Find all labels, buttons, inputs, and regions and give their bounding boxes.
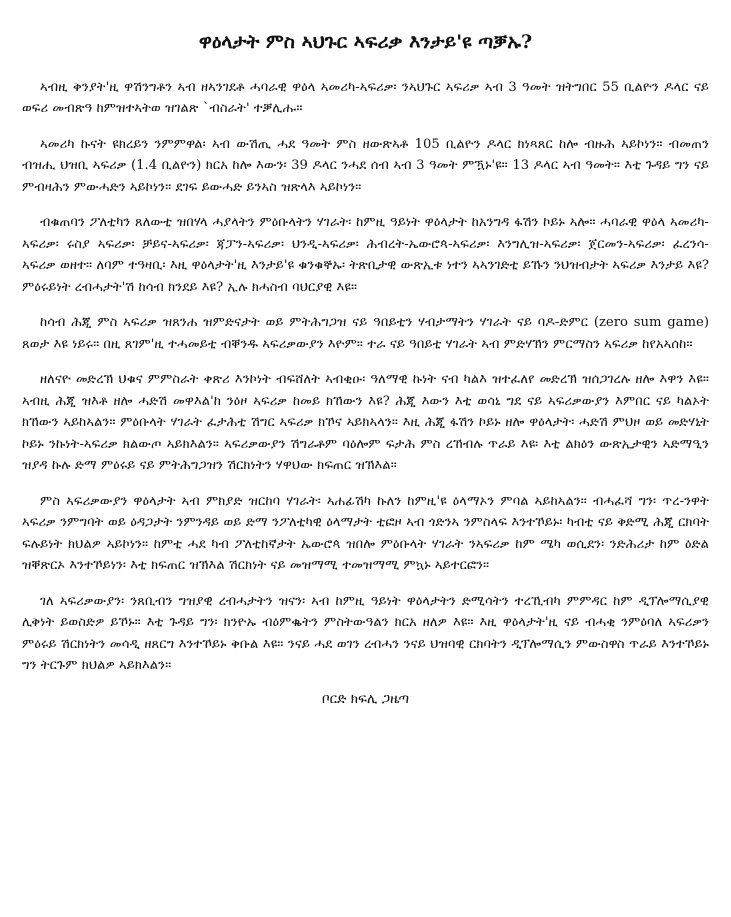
paragraph-6: ምስ ኣፍሪቃውያን ዋዕላታት ኣብ ምክያድ ዝርከባ ሃገራት፡ ኣሐፊሽካ ኩለን ከምዚ'ዩ ዕላማኦን ምባል ኣይከኣልን። ብሓፈሻ ግን፡ ጥረ-ንዋት ኣፍሪቃ ንምግባት ወይ ዕዳጋታት ንምንዳይ ወይ ድማ ንፖለቲካዊ ዕላማታት ቲፎዞ ኣብ ጎድንኣ ንምስላፍ እንተኾይኑ፡ ካብቲ ናይ ቅድሚ ሕጂ ርክባት ፍሉይነት ክህልዎ ኣይኮነን። ከምቲ ሓደ ካብ ፖለቲከኛታት ኤውሮጳ ዝበሎ ምዕቡላት ሃገራት ንኣፍሪቃ ከም ሜካ ወሲደን፡ ንድሕሪታ ከም ዕድል ዝቐጽርኦ እንተኾይነን፡ እቲ ክፍጠር ዝኽእል ሽርክነት ናይ መዝማሚ ተመዝማሚ ምኳኑ ኣይተርፎን። bbox=[22, 493, 709, 574]
paragraph-7: ገለ ኣፍሪቃውያን፡ ንጸቢብን ግዝያዊ ረብሓታትን ዝናን፡ ኣብ ከምዚ ዓይነት ዋዕላታትን ድሚሳትን ተረኺብካ ምምዳር ከም ዲፕሎማሲያዊ ሊቅነት ይወስድዎ ይኾኑ። እቲ ጉዳይ ግን፡ ክንዮኡ ብዕምቈትን ምስትውዓልን ክርአ ዘለዎ እዩ። እዚ ዋዕላታት'ዚ ናይ ብሓቂ ንምዕባለ ኣፍሪቃን ምዕሩይ ሽርክነትን መሳዲ ዘጸርግ እንተኾይኑ ቅቡል እዩ። ንናይ ሓደ ወገን ረብሓን ንናይ ህዝባዊ ርክባትን ዲፕሎማሲን ምውስዋስ ጥራይ እንተኾይኑ ግን ትርጉም ክህልዎ ኣይክእልን። bbox=[22, 593, 709, 674]
paragraph-2: ኣመሪካ ኩናት ዩክረይን ንምምዋል፡ ኣብ ውሽጢ ሓደ ዓመት ምስ ዘውጽኣቶ 105 ቢልዮን ዶላር ክነጻጸር ከሎ ብዙሕ ኣይኮነን። ብመጠን ብዝሒ ህዝቢ ኣፍሪቃ (1.4 ቢልዮን) ክርአ ከሎ እውን፡ 39 ዶላር ንሓደ ሰብ ኣብ 3 ዓመት ምዃኑ'ዩ። 13 ዶላር ኣብ ዓመት። እቲ ጉዳይ ግን ናይ ምብዛሕን ምውሓድን ኣይኮነን። ደገፍ ይውሓድ ይንኣስ ዝጽላእ ኣይኮነን። bbox=[22, 136, 709, 195]
paragraph-5: ዘለናዮ መድረኽ ህቁና ምምስራት ቀጽሪ እንኮነት ብፍሸለት ኣብቂዑ፡ ዓለማዊ ኩነት ናብ ካልእ ዝተፈለየ መድረኽ ዝሰጋገረሉ ዘሎ እዋን እዩ። ኣብዚ ሕጂ ዝእቶ ዘሎ ሓድሽ መዋእል'ከ ንዕዞ ኣፍሪቃ ከመይ ክኸውን እዩ? ሕጂ እውን እቲ ወሳኒ ግደ ናይ ኣፍሪቃውያን እምበር ናይ ካልኦት ክኸውን ኣይከኣልን። ምዕቡላት ሃገራት ፈታሕቲ ሽግር ኣፍሪቃ ክኾና ኣይክኣላን። እዚ ሕጂ ፋሽን ኮይኑ ዘሎ ዋዕላታት፡ ሓድሽ ምህዞ ወይ መድሃኒት ኮይኑ ንኩነት-ኣፍሪቃ ክልውጦ ኣይክእልን። ኣፍሪቃውያን ሽግራቶም ባዕሎም ፍታሕ ምስ ረኸብሉ ጥራይ እዩ፡ እቲ ልክዕን ውጽኢታዊን ኣድማዒን ዝያዳ ኩሉ ድማ ምዕሩይ ናይ ምትሕግጋዝን ሽርክነትን ሃዋህው ክፍጠር ዝኽእል። bbox=[22, 372, 709, 474]
paragraph-4: ከሳብ ሕጂ ምስ ኣፍሪቃ ዝጸንሐ ዝምድናታት ወይ ምትሕግጋዝ ናይ ዓበይቲን ሃብታማትን ሃገራት ናይ ባዶ-ድምር (zero sum game) ጸወታ እዩ ነይሩ። በዚ ጸገም'ዚ ተሓመይቲ ብቐንዱ ኣፍሪቃውያን እዮም። ተራ ናይ ዓበይቲ ሃገራት ኣብ ምድሃኽን ምርማስን ኣፍሪቃ ከየአኣሰከ። bbox=[22, 315, 709, 352]
paragraph-1: ኣብዚ ቅንያት'ዚ ዋሽንግቶን ኣብ ዘኣንገደቶ ሓባራዊ ዋዕላ ኣመሪካ-ኣፍሪቃ፡ ንኣህጉር ኣፍሪቃ ኣብ 3 ዓመት ዝትግበር 55 ቢልዮን ዶላር ናይ ወፍሪ መብጽዓ ከምዝተኣትወ ዝገልጽ `ብስራት' ተቓሊሑ። bbox=[22, 79, 709, 117]
paragraph-3: ብቁጠባን ፖለቲካን ጸለውቲ ዝበሃላ ሓያላትን ምዕቡላትን ሃገራት፡ ከምዚ ዓይነት ዋዕላታት ከአንግዳ ፋሽን ኮይኑ ኣሎ። ሓባራዊ ዋዕላ ኣመሪካ-ኣፍሪቃ፡ ሩስያ ኣፍሪቃ፡ ቻይና-ኣፍሪቃ፡ ጃፓን-ኣፍሪቃ፡ ህንዲ-ኣፍሪቃ፡ ሕብረት-ኤውሮጳ-ኣፍሪቃ፡ እንግሊዝ-ኣፍሪቃ፡ ጀርመን-ኣፍሪቃ፡ ፈረንሳ-ኣፍሪቃ ወዘተ። ለባም ተዓዛቢ፡ እዚ ዋዕላታት'ዚ እንታይ'ዩ ቁንቁኞኡ፡ ትጽቢታዊ ውጽኢቱ ነተን ኣኣንገድቲ ይኹን ንህዝብታት ኣፍሪቃ እንታይ እዩ? ምዕሩይነት ረብሓታት'ሽ ከሳብ ክንደይ እዩ? ኢሉ ክሓስብ ባህርያዊ እዩ። bbox=[22, 215, 709, 295]
article-signature: ቦርድ ክፍሊ ጋዜጣ bbox=[321, 690, 410, 707]
article-title: ዋዕላታት ምስ ኣህጉር ኣፍሪቃ እንታይ'ዩ ጣቓኡ? bbox=[198, 31, 533, 53]
